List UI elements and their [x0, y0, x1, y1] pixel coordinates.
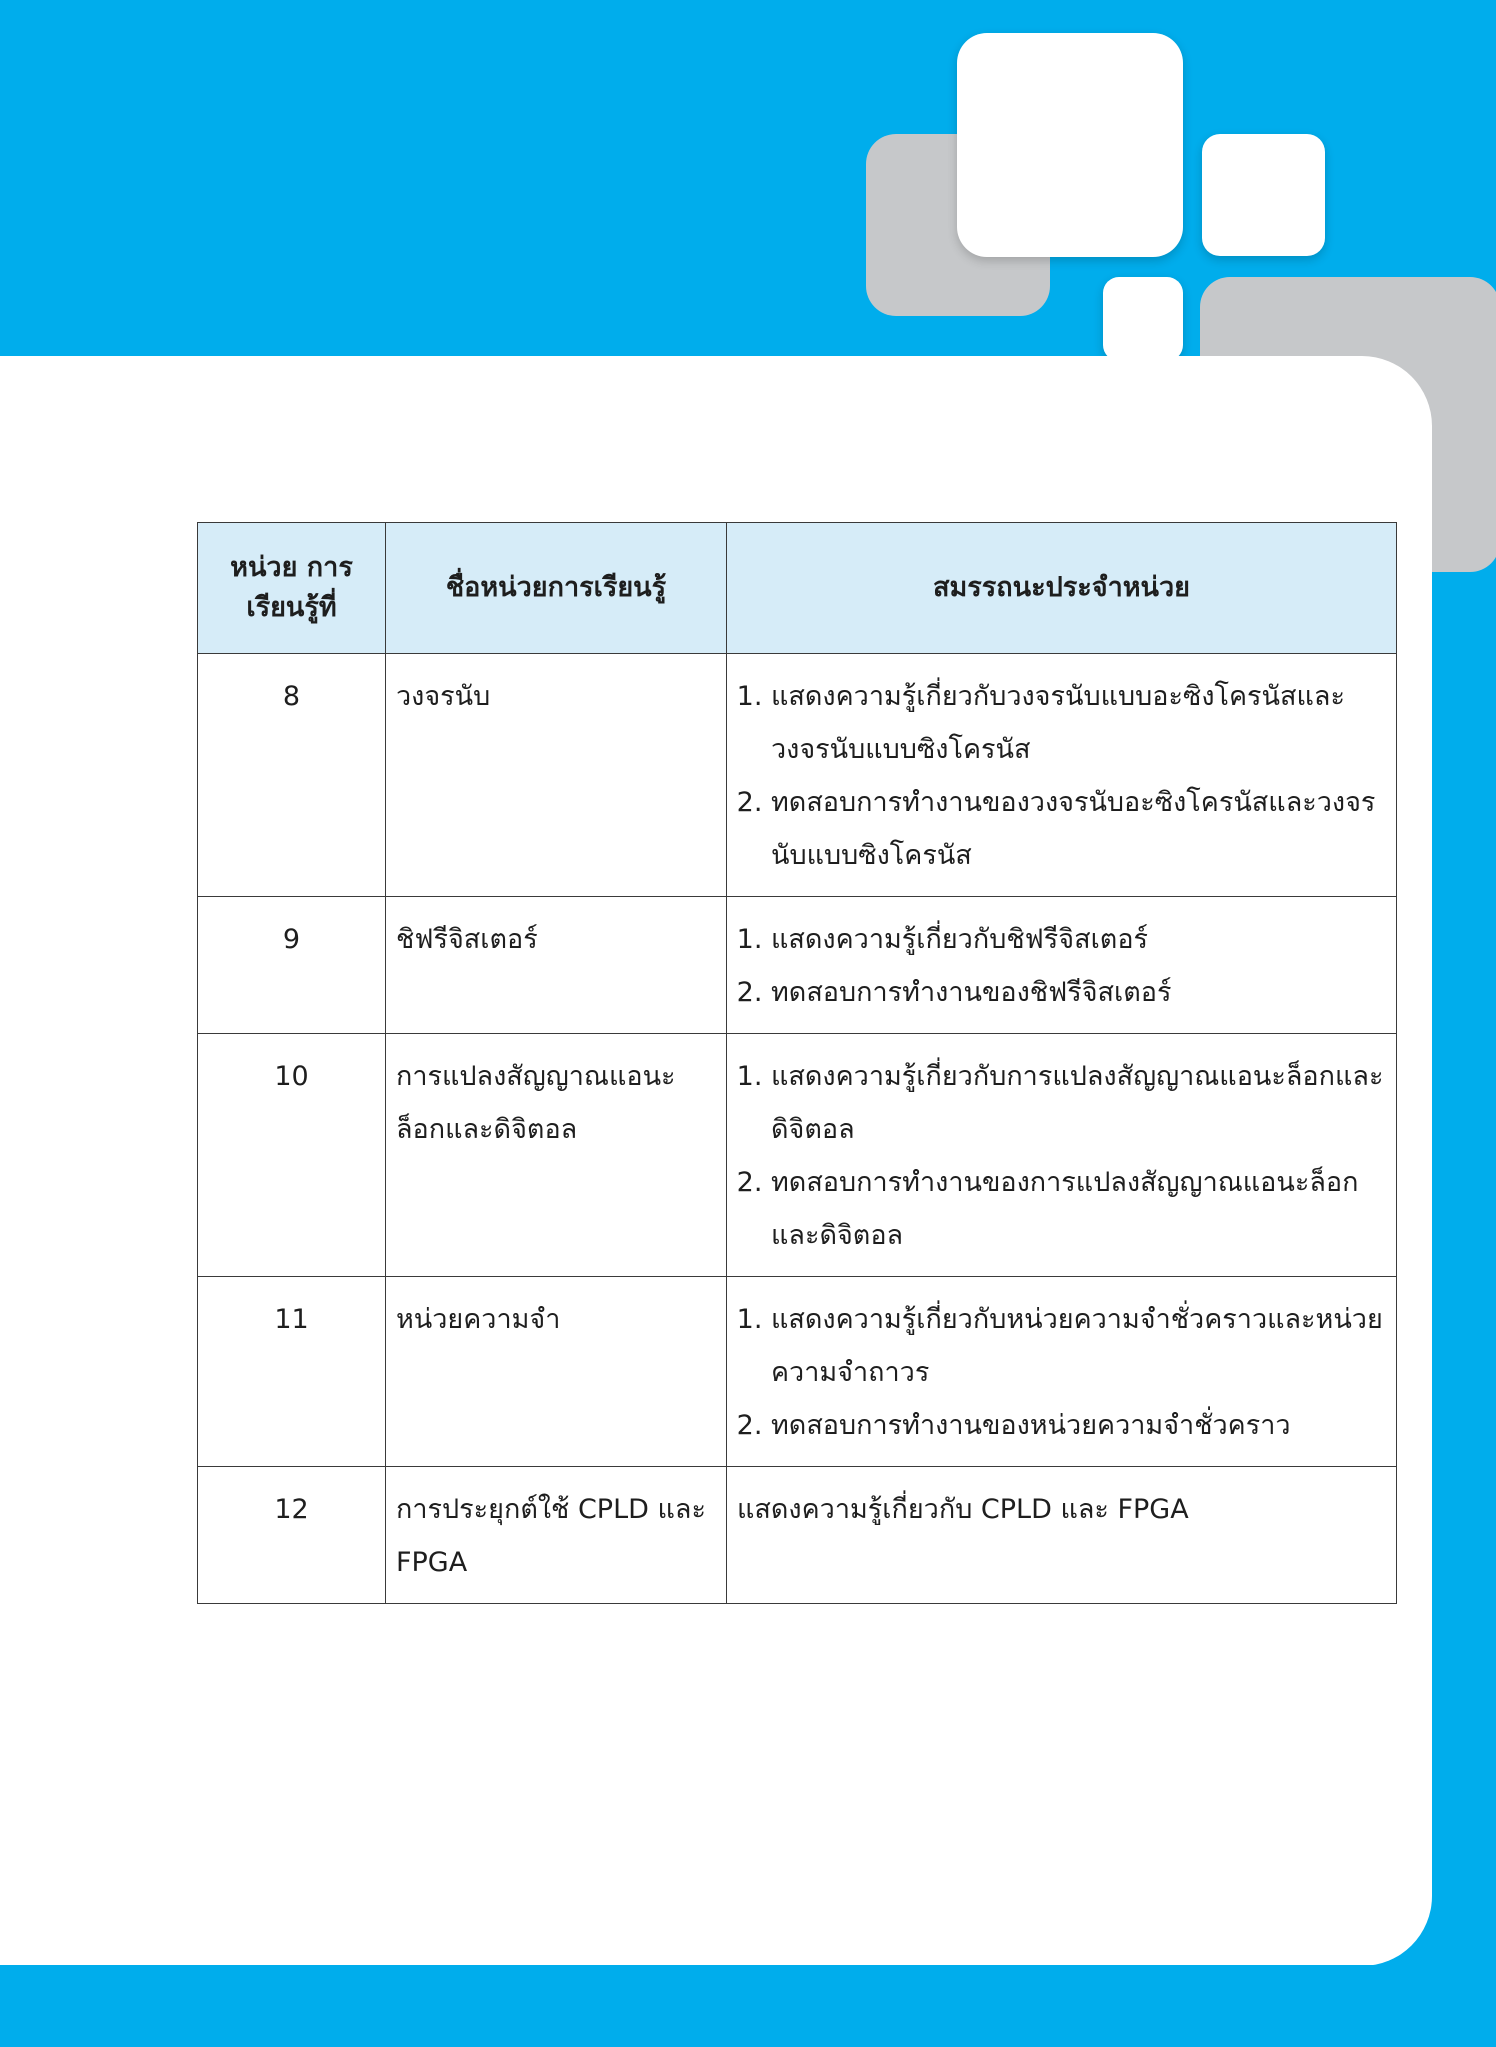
unit-name: หน่วยความจำ	[386, 1277, 727, 1467]
competency-list	[737, 670, 1386, 882]
unit-number: 11	[198, 1277, 386, 1467]
competency-item: 2. ทดสอบการทำงานของหน่วยความจำชั่วคราว	[771, 1399, 1386, 1452]
header-competency: สมรรถนะประจำหน่วย	[727, 523, 1397, 654]
competency-item: 2. ทดสอบการทำงานของการแปลงสัญญาณแอนะล็อกและดิจิตอล	[771, 1156, 1386, 1262]
unit-number: 12	[198, 1467, 386, 1604]
table-row	[198, 1467, 1397, 1604]
footer-band	[0, 1965, 1496, 2047]
unit-number: 9	[198, 897, 386, 1034]
competency-list	[737, 913, 1386, 1019]
unit-number: 10	[198, 1034, 386, 1277]
header-unit-no: หน่วย การเรียนรู้ที่	[198, 523, 386, 654]
table-row	[198, 897, 1397, 1034]
competency-item: 1. แสดงความรู้เกี่ยวกับหน่วยความจำชั่วคราวและหน่วยความจำถาวร	[771, 1293, 1386, 1399]
competency-item: 1. แสดงความรู้เกี่ยวกับวงจรนับแบบอะซิงโครนัสและวงจรนับแบบซิงโครนัส	[771, 670, 1386, 776]
competency-cell	[727, 1277, 1397, 1467]
competency-list	[737, 1050, 1386, 1262]
competency-item: 1. แสดงความรู้เกี่ยวกับชิฟรีจิสเตอร์	[771, 913, 1386, 966]
decorative-white-square	[957, 33, 1183, 257]
competency-cell	[727, 1467, 1397, 1604]
competency-list	[737, 1293, 1386, 1452]
decorative-white-square	[1202, 134, 1325, 256]
competency-item: 1. แสดงความรู้เกี่ยวกับการแปลงสัญญาณแอนะล็อกและดิจิตอล	[771, 1050, 1386, 1156]
header-unit-name: ชื่อหน่วยการเรียนรู้	[386, 523, 727, 654]
unit-name: การประยุกต์ใช้ CPLD และ FPGA	[386, 1467, 727, 1604]
unit-name: วงจรนับ	[386, 654, 727, 897]
competency-item: 2. ทดสอบการทำงานของวงจรนับอะซิงโครนัสและวงจรนับแบบซิงโครนัส	[771, 776, 1386, 882]
table-row	[198, 654, 1397, 897]
competency-cell	[727, 1034, 1397, 1277]
competency-item: 2. ทดสอบการทำงานของชิฟรีจิสเตอร์	[771, 966, 1386, 1019]
competency-table	[197, 522, 1397, 1604]
competency-cell	[727, 897, 1397, 1034]
table-row	[198, 1277, 1397, 1467]
table-row	[198, 1034, 1397, 1277]
unit-number: 8	[198, 654, 386, 897]
competency-text: แสดงความรู้เกี่ยวกับ CPLD และ FPGA	[737, 1494, 1189, 1525]
unit-name: ชิฟรีจิสเตอร์	[386, 897, 727, 1034]
decorative-white-square	[1103, 277, 1183, 361]
table-header-row	[198, 523, 1397, 654]
competency-cell	[727, 654, 1397, 897]
unit-name: การแปลงสัญญาณแอนะล็อกและดิจิตอล	[386, 1034, 727, 1277]
